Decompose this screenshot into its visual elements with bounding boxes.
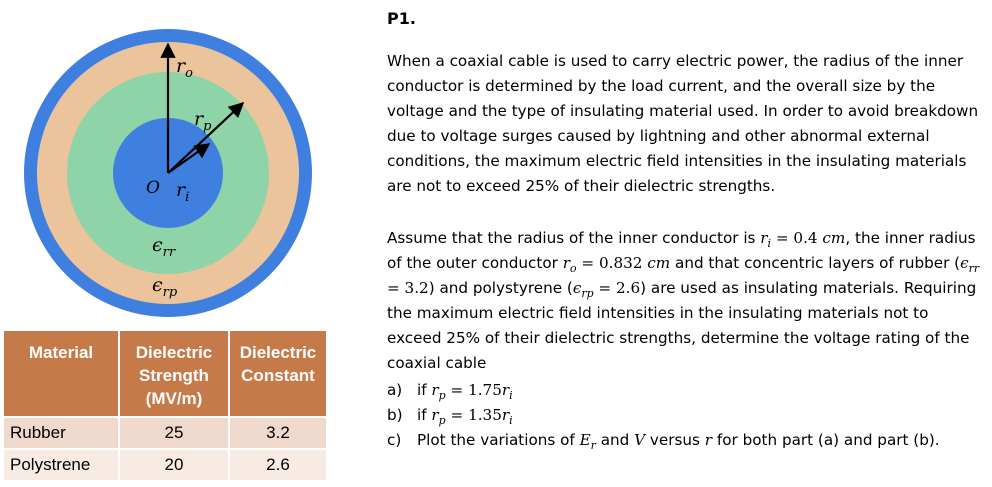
r-o-label: $r_o$ bbox=[176, 55, 193, 81]
r-p-label: $r_p$ bbox=[194, 108, 212, 134]
cell-constant: 3.2 bbox=[229, 417, 326, 449]
problem-label: P1. bbox=[387, 9, 416, 28]
part-c: c) Plot the variations of $E_r$ and V versus r for both part (a) and part (b). bbox=[387, 431, 940, 453]
part-a: a) if $r_p = 1.75r_i$ bbox=[387, 381, 513, 403]
problem-intro-paragraph: When a coaxial cable is used to carry electric power, the radius of the inner conductor is determined by the load current, and the overall size by the voltage and the type of insulating material used. In order to avoid breakdown due to voltage surges caused by lightning and other abnormal external conditions, the maximum electric field intensities in the insulating materials are not to exceed 25% of their dielectric strengths. bbox=[387, 52, 979, 195]
dielectric-properties-table bbox=[4, 331, 326, 480]
cell-material: Polystrene bbox=[4, 449, 119, 480]
r-i-label: $r_i$ bbox=[176, 179, 190, 205]
cell-constant: 2.6 bbox=[229, 449, 326, 480]
problem-assumption-paragraph: Assume that the radius of the inner conductor is $r_i = 0.4$ cm, the inner radius of the outer conductor $r_o = 0.832$ cm and that concentric layers of rubber $(\epsilon_{rr} = 3.2)$ and polystyrene $(\epsilon_{rp} = 2.6)$ are used as insulating materials. Requiring the maximum electric field intensities in the insulating materials not to exceed 25% of their dielectric strengths, determine the voltage rating of the coaxial cable bbox=[387, 229, 980, 372]
table-header-row bbox=[4, 331, 326, 417]
header-material: Material bbox=[4, 331, 119, 417]
table-row bbox=[4, 417, 326, 449]
header-dielectric-strength: Dielectric Strength (MV/m) bbox=[119, 331, 229, 417]
header-dielectric-constant: Dielectric Constant bbox=[229, 331, 326, 417]
cell-strength: 20 bbox=[119, 449, 229, 480]
part-b: b) if $r_p = 1.35r_i$ bbox=[387, 406, 513, 428]
problem-parts-list bbox=[387, 378, 987, 453]
cell-material: Rubber bbox=[4, 417, 119, 449]
cell-strength: 25 bbox=[119, 417, 229, 449]
eps-rr-label: $\epsilon_{rr}$ bbox=[152, 234, 176, 260]
coaxial-cable-diagram bbox=[0, 0, 340, 330]
eps-rp-label: $\epsilon_{rp}$ bbox=[152, 274, 178, 300]
origin-label: O bbox=[146, 178, 160, 198]
table-row bbox=[4, 449, 326, 480]
